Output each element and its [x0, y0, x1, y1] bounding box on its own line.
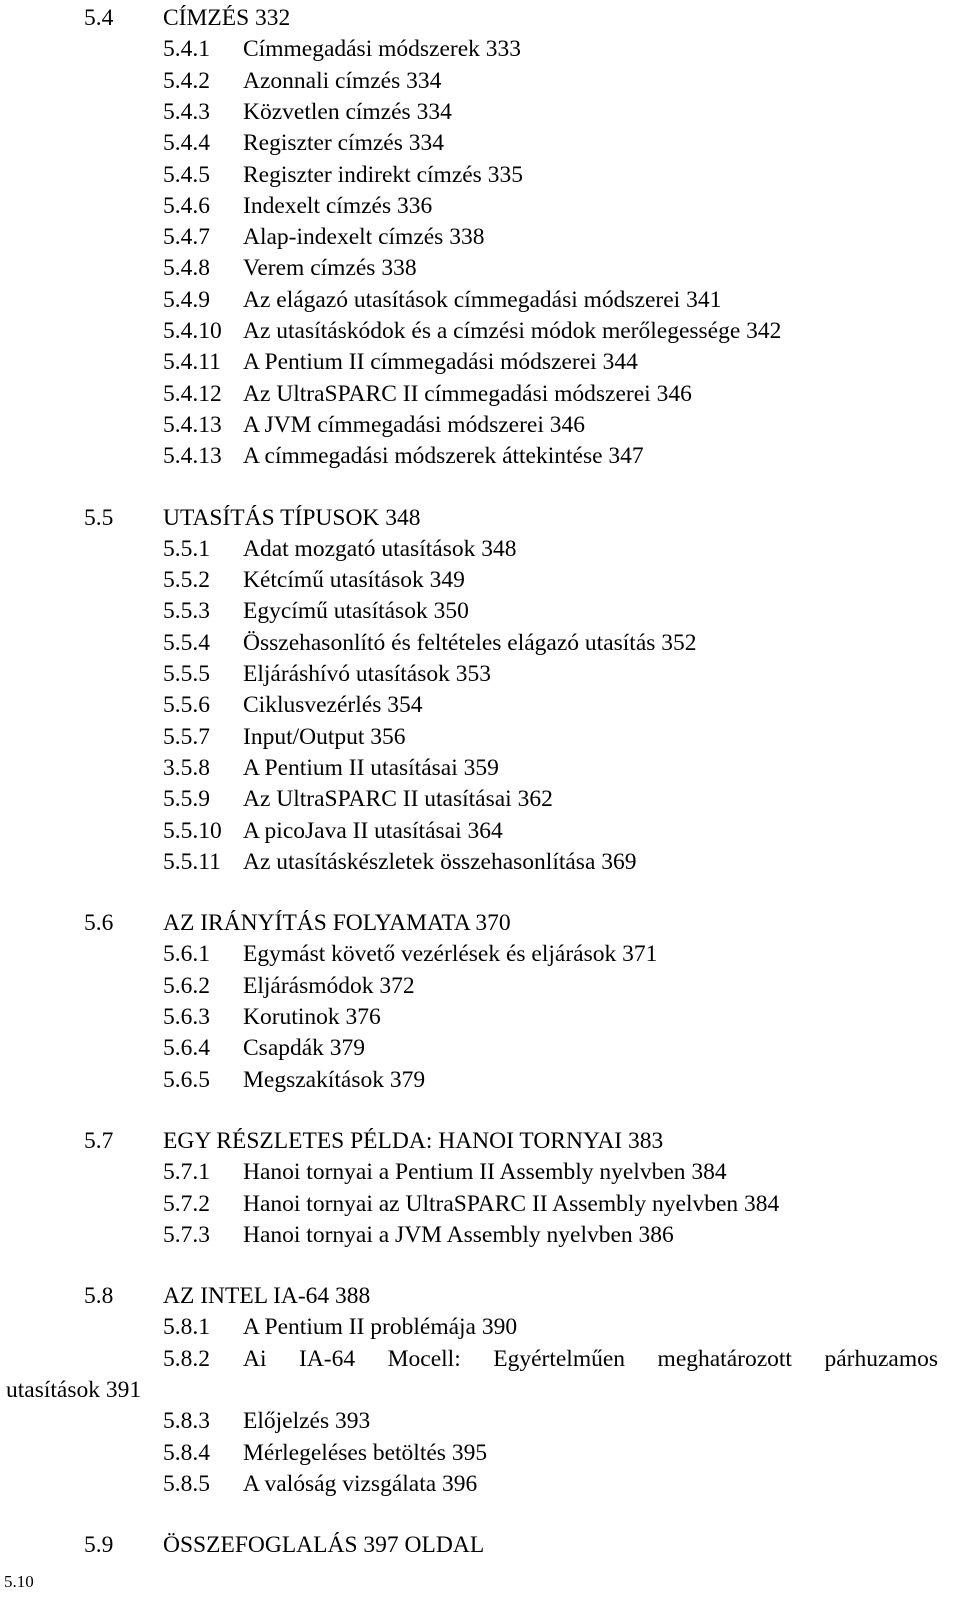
entry-number: 5.5.10	[163, 817, 222, 844]
entry-number: 5.5.2	[163, 567, 210, 594]
entry-title: Csapdák 379	[243, 1035, 366, 1062]
entry-title: AZ INTEL IA-64 388	[163, 1283, 371, 1310]
entry-title: Hanoi tornyai a Pentium II Assembly nyelvben 384	[243, 1159, 727, 1186]
entry-number: 5.8.4	[163, 1439, 210, 1466]
entry-title: Regiszter indirekt címzés 335	[243, 161, 523, 188]
entry-title: A picoJava II utasításai 364	[243, 817, 503, 844]
entry-number: 5.6	[84, 910, 114, 937]
entry-title: A Pentium II problémája 390	[243, 1314, 518, 1341]
entry-number: 5.7.2	[163, 1190, 210, 1217]
entry-number: 5.4.7	[163, 224, 210, 251]
entry-title: A címmegadási módszerek áttekintése 347	[243, 443, 644, 470]
entry-title: AZ IRÁNYÍTÁS FOLYAMATA 370	[163, 910, 511, 937]
entry-title: Előjelzés 393	[243, 1408, 371, 1435]
entry-title: Egymást követő vezérlések és eljárások 371	[243, 941, 658, 968]
entry-number: 5.4.5	[163, 161, 210, 188]
footer-section-number: 5.10	[4, 1572, 34, 1591]
entry-number: 5.5.1	[163, 535, 210, 562]
entry-number: 3.5.8	[163, 754, 210, 781]
entry-title: Az UltraSPARC II címmegadási módszerei 346	[243, 380, 692, 407]
entry-title-continuation: utasítások 391	[6, 1377, 142, 1403]
entry-number: 5.6.3	[163, 1004, 210, 1030]
entry-number: 5.7.3	[163, 1221, 210, 1248]
entry-number: 5.4.10	[163, 318, 222, 344]
entry-title: Input/Output 356	[243, 723, 406, 750]
entry-number: 5.4	[84, 5, 114, 31]
entry-title: Ai IA-64 Mocell: Egyértelműen meghatározott párhuzamos	[243, 1345, 938, 1372]
entry-number: 5.4.2	[163, 67, 210, 94]
entry-number: 5.5.9	[163, 786, 210, 813]
entry-number: 5.4.11	[163, 349, 221, 376]
entry-title: Közvetlen címzés 334	[243, 98, 452, 125]
entry-number: 5.9	[84, 1532, 114, 1559]
entry-number: 5.4.1	[163, 36, 210, 63]
entry-title: Korutinok 376	[243, 1004, 381, 1030]
entry-number: 5.8	[84, 1283, 114, 1310]
entry-number: 5.4.13	[163, 443, 222, 470]
entry-number: 5.5.11	[163, 848, 221, 875]
entry-number: 5.4.9	[163, 286, 210, 313]
entry-number: 5.5.6	[163, 692, 210, 719]
entry-title: Az UltraSPARC II utasításai 362	[243, 786, 553, 813]
entry-number: 5.8.5	[163, 1470, 210, 1497]
entry-title: A valóság vizsgálata 396	[243, 1470, 478, 1497]
entry-title: ÖSSZEFOGLALÁS 397 OLDAL	[163, 1532, 485, 1559]
entry-title: Összehasonlító és feltételes elágazó utasítás 352	[243, 629, 697, 656]
entry-title: Ciklusvezérlés 354	[243, 692, 423, 719]
entry-title: A Pentium II címmegadási módszerei 344	[243, 349, 638, 376]
entry-title: A Pentium II utasításai 359	[243, 754, 499, 781]
entry-number: 5.4.12	[163, 380, 222, 407]
entry-title: A JVM címmegadási módszerei 346	[243, 411, 585, 438]
entry-number: 5.8.2	[163, 1345, 210, 1372]
entry-title: Hanoi tornyai a JVM Assembly nyelvben 386	[243, 1221, 674, 1248]
entry-title: Eljárásmódok 372	[243, 972, 415, 999]
entry-title: Regiszter címzés 334	[243, 130, 444, 157]
entry-title: Eljáráshívó utasítások 353	[243, 661, 492, 687]
entry-title: Kétcímű utasítások 349	[243, 567, 465, 594]
entry-number: 5.7.1	[163, 1159, 210, 1186]
entry-title: Azonnali címzés 334	[243, 67, 442, 94]
entry-number: 5.7	[84, 1127, 114, 1154]
entry-number: 5.5	[84, 504, 114, 531]
entry-number: 5.6.5	[163, 1066, 210, 1093]
entry-title: Az utasításkészletek összehasonlítása 369	[243, 848, 637, 875]
entry-number: 5.4.13	[163, 411, 222, 438]
entry-title: Verem címzés 338	[243, 255, 417, 282]
entry-number: 5.6.4	[163, 1035, 210, 1062]
entry-title: Hanoi tornyai az UltraSPARC II Assembly nyelvben 384	[243, 1190, 780, 1217]
entry-number: 5.6.2	[163, 972, 210, 999]
entry-title: Címmegadási módszerek 333	[243, 36, 522, 63]
entry-title: Egycímű utasítások 350	[243, 598, 469, 625]
entry-title: Az elágazó utasítások címmegadási módszerei 341	[243, 286, 722, 313]
entry-number: 5.6.1	[163, 941, 210, 968]
entry-number: 5.4.8	[163, 255, 210, 282]
entry-number: 5.4.4	[163, 130, 210, 157]
entry-title: UTASÍTÁS TÍPUSOK 348	[163, 504, 421, 531]
entry-title: Alap-indexelt címzés 338	[243, 224, 485, 251]
entry-number: 5.5.3	[163, 598, 210, 625]
entry-number: 5.8.3	[163, 1408, 210, 1435]
entry-title: Az utasításkódok és a címzési módok merőlegessége 342	[243, 318, 782, 344]
entry-title: Adat mozgató utasítások 348	[243, 535, 517, 562]
entry-title: Megszakítások 379	[243, 1066, 426, 1093]
entry-number: 5.5.4	[163, 629, 210, 656]
entry-number: 5.8.1	[163, 1314, 210, 1341]
entry-title: Indexelt címzés 336	[243, 192, 433, 219]
entry-number: 5.5.5	[163, 661, 210, 687]
entry-title: CÍMZÉS 332	[163, 5, 291, 31]
entry-number: 5.4.3	[163, 98, 210, 125]
entry-number: 5.5.7	[163, 723, 210, 750]
entry-title: Mérlegeléses betöltés 395	[243, 1439, 488, 1466]
entry-title: EGY RÉSZLETES PÉLDA: HANOI TORNYAI 383	[163, 1127, 664, 1154]
entry-number: 5.4.6	[163, 192, 210, 219]
